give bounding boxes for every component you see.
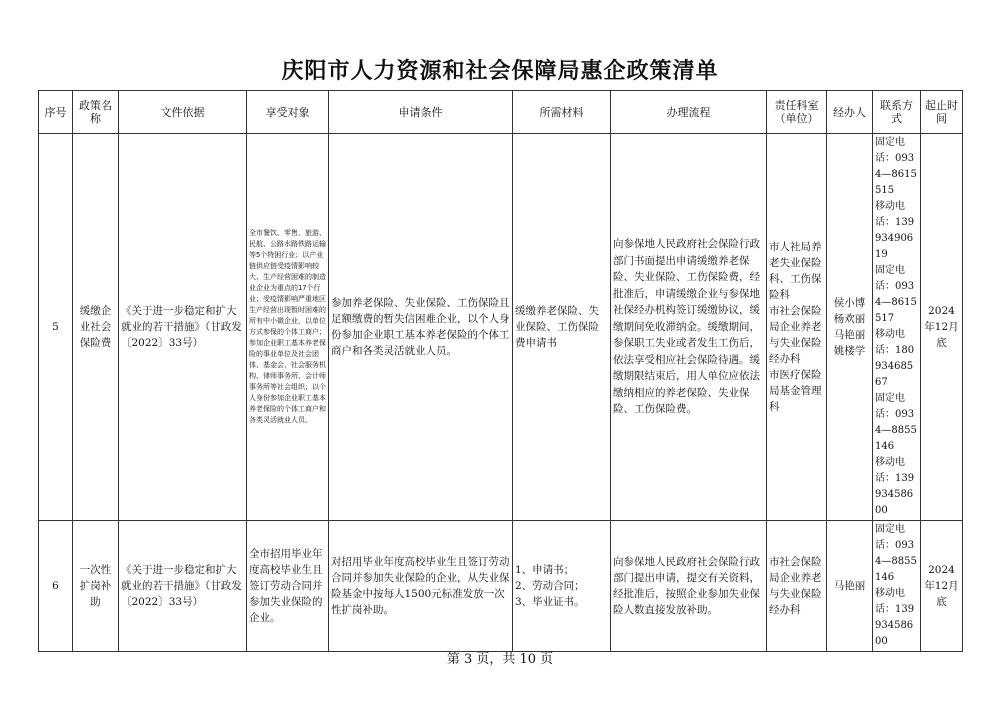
header-conditions: 申请条件 xyxy=(329,91,513,134)
policy-target: 全市餐饮、零售、旅游、民航、公路水路铁路运输等5个特困行业；以产业链供应链受疫情影响较大、生产经营困难的制造业企业为重点的17个行业；受疫情影响严重地区生产经营出现暂时困难的所有中小微企业，以单位方式参保的个体工商户；参加企业职工基本养老保险的事业单位及社会团体、基金会、社会服务机构、律师事务所、会计师事务所等社会组织；以个人身份参加企业职工基本养老保险的个体工商户和各类灵活就业人员。 xyxy=(247,134,329,521)
table-row xyxy=(39,134,963,521)
policy-handler: 马艳丽 xyxy=(827,521,873,652)
policy-period: 2024年12月底 xyxy=(921,521,963,652)
contact-line: 移动电话：13993458600 xyxy=(875,588,915,647)
header-period: 起止时间 xyxy=(921,91,963,134)
material-item: 2、劳动合同； xyxy=(515,580,585,592)
policy-materials: 缓缴养老保险、失业保险、工伤保险费申请书 xyxy=(513,134,611,521)
row-no: 5 xyxy=(39,134,73,521)
policy-name: 一次性扩岗补助 xyxy=(73,521,119,652)
row-no: 6 xyxy=(39,521,73,652)
handler-name: 马艳丽 xyxy=(833,329,866,341)
contact-line: 移动电话：13993490619 xyxy=(875,201,915,260)
header-process: 办理流程 xyxy=(611,91,767,134)
material-item: 3、毕业证书。 xyxy=(515,596,585,608)
handler-name: 杨欢丽 xyxy=(833,313,866,325)
page-title: 庆阳市人力资源和社会保障局惠企政策清单 xyxy=(281,59,719,84)
policy-materials xyxy=(513,521,611,652)
policy-conditions: 对招用毕业年度高校毕业生且签订劳动合同并参加失业保险的企业，从失业保险基金中按每人1500元标准发放一次性扩岗补助。 xyxy=(329,521,513,652)
handler-name: 姚楼学 xyxy=(833,345,866,357)
header-policy-name: 政策名称 xyxy=(73,91,119,134)
header-no: 序号 xyxy=(39,91,73,134)
contact-line: 固定电话：0934—8855146 xyxy=(875,524,917,583)
contact-line: 固定电话：0934—8855146 xyxy=(875,393,917,452)
contact-line: 固定电话：0934—8615515 xyxy=(875,137,917,196)
header-handler: 经办人 xyxy=(827,91,873,134)
policy-basis: 《关于进一步稳定和扩大就业的若干措施》（甘政发〔2022〕33号） xyxy=(119,521,247,652)
contact-line: 移动电话：13993458600 xyxy=(875,457,915,516)
header-contact: 联系方式 xyxy=(873,91,921,134)
material-item: 1、申请书； xyxy=(515,564,575,576)
policy-process: 向参保地人民政府社会保险行政部门提出申请，提交有关资料，经批准后，按照企业参加失业保险人数直接发放补助。 xyxy=(611,521,767,652)
policy-process: 向参保地人民政府社会保险行政部门书面提出申请缓缴养老保险、失业保险、工伤保险费，经批准后，申请缓缴企业与参保地社保经办机构签订缓缴协议，缓缴期间免收滞纳金。缓缴期间，参保职工失业或者发生工伤后，依法享受相应社会保险待遇。缓缴期限结束后，用人单位应依法缴纳相应的养老保险、失业保险、工伤保险费。 xyxy=(611,134,767,521)
header-basis: 文件依据 xyxy=(119,91,247,134)
policy-handler xyxy=(827,134,873,521)
policy-contact xyxy=(873,521,921,652)
policy-basis: 《关于进一步稳定和扩大就业的若干措施》（甘政发〔2022〕33号） xyxy=(119,134,247,521)
policy-contact xyxy=(873,134,921,521)
contact-line: 固定电话：0934—8615517 xyxy=(875,265,917,324)
dept-line: 市医疗保险局基金管理科 xyxy=(769,369,822,413)
policy-conditions: 参加养老保险、失业保险、工伤保险且足额缴费的暂失信困难企业，以个人身份参加企业职工基本养老保险的个体工商户和各类灵活就业人员。 xyxy=(329,134,513,521)
policy-period: 2024年12月底 xyxy=(921,134,963,521)
contact-line: 移动电话：18093468567 xyxy=(875,329,915,388)
header-materials: 所需材料 xyxy=(513,91,611,134)
dept-line: 市人社局养老失业保险科、工伤保险科 xyxy=(769,241,822,301)
table-row xyxy=(39,521,963,652)
policy-dept xyxy=(767,134,827,521)
policy-table xyxy=(38,90,963,652)
handler-name: 侯小博 xyxy=(833,297,866,309)
page-footer: 第 3 页，共 10 页 xyxy=(446,652,554,667)
policy-target: 全市招用毕业年度高校毕业生且签订劳动合同并参加失业保险的企业。 xyxy=(247,521,329,652)
dept-line: 市社会保险局企业养老与失业保险经办科 xyxy=(769,305,822,365)
table-header-row xyxy=(39,91,963,134)
policy-name: 缓缴企业社会保险费 xyxy=(73,134,119,521)
header-target: 享受对象 xyxy=(247,91,329,134)
policy-dept: 市社会保险局企业养老与失业保险经办科 xyxy=(767,521,827,652)
header-dept: 责任科室（单位） xyxy=(767,91,827,134)
